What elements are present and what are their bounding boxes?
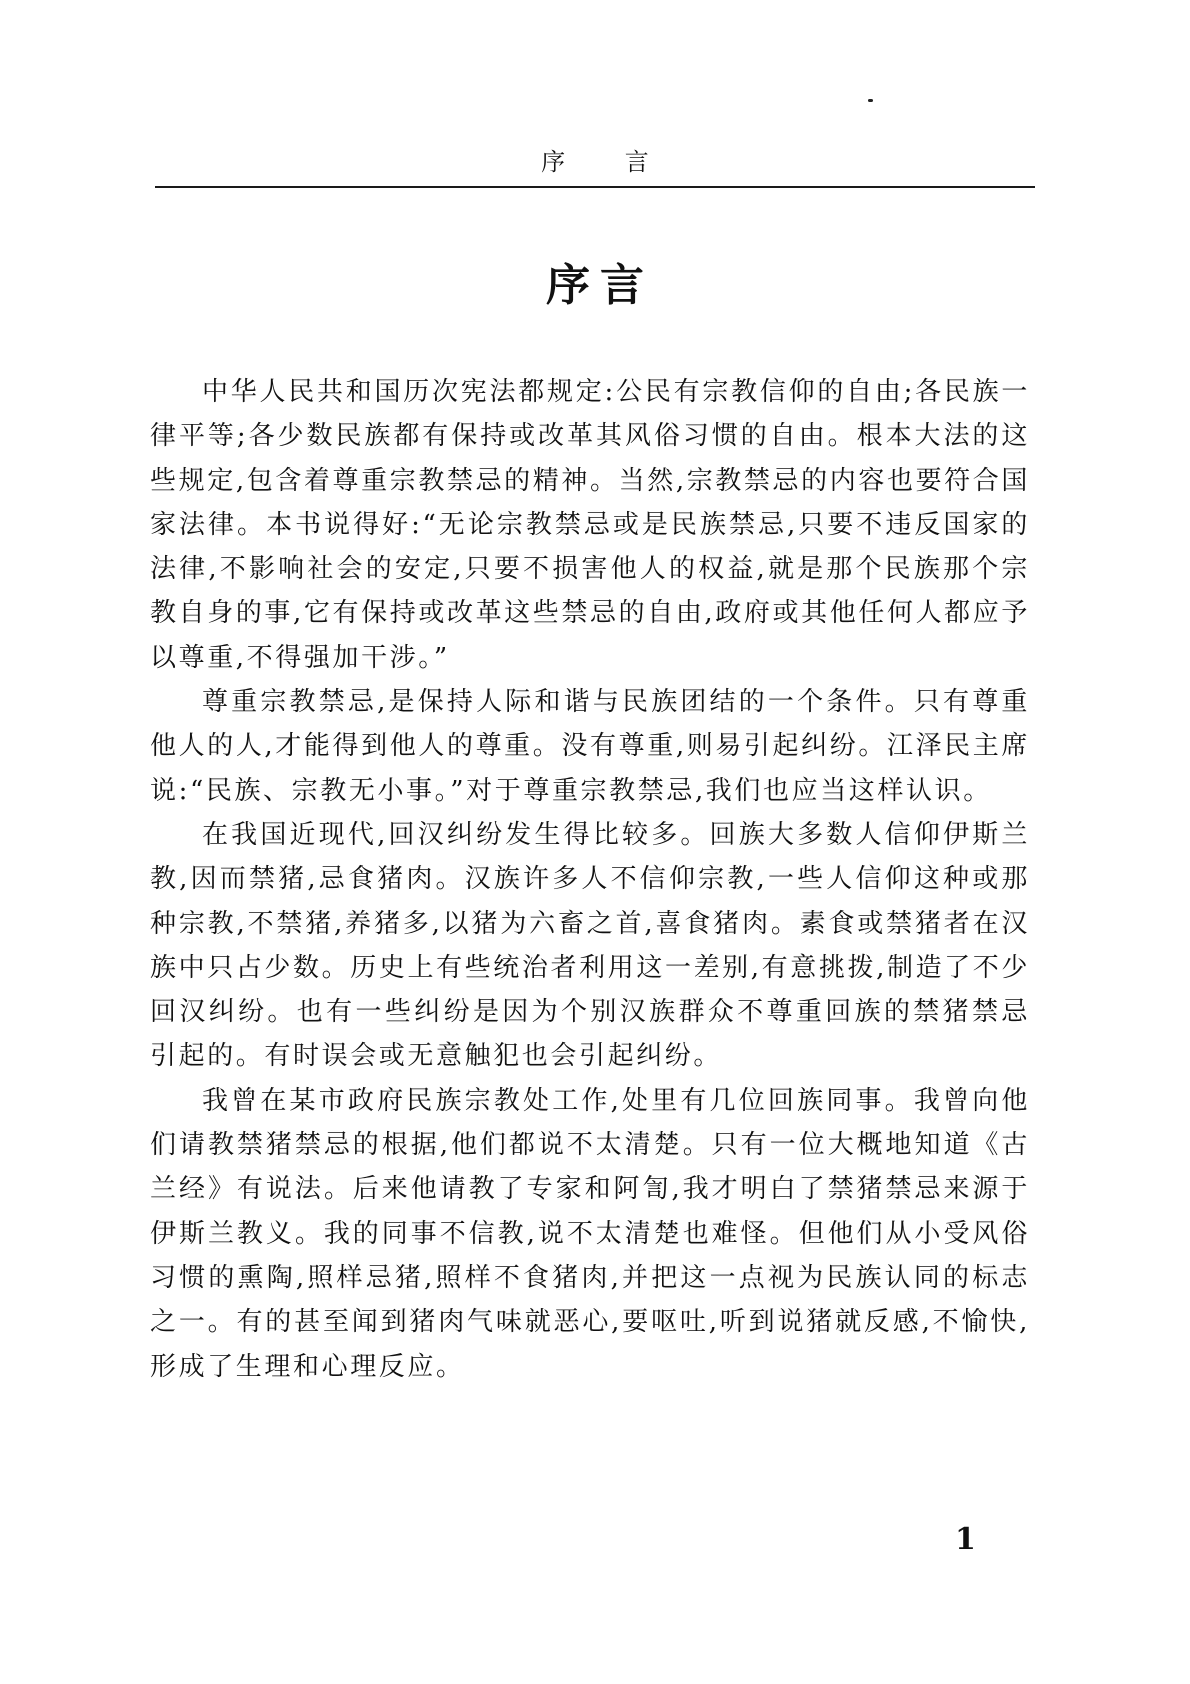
- header-rule: [155, 186, 1035, 188]
- paragraph-4: 我曾在某市政府民族宗教处工作,处里有几位回族同事。我曾向他们请教禁猪禁忌的根据,他们都说不太清楚。只有一位大概地知道《古兰经》有说法。后来他请教了专家和阿訇,我才明白了禁猪禁忌来源于伊斯兰教义。我的同事不信教,说不太清楚也难怪。但他们从小受风俗习惯的熏陶,照样忌猪,照样不食猪肉,并把这一点视为民族认同的标志之一。有的甚至闻到猪肉气味就恶心,要呕吐,听到说猪就反感,不愉快,形成了生理和心理反应。: [150, 1085, 1030, 1382]
- page-number: 1: [955, 1522, 976, 1557]
- running-header: 序 言: [541, 148, 675, 176]
- paragraph-2: 尊重宗教禁忌,是保持人际和谐与民族团结的一个条件。只有尊重他人的人,才能得到他人的尊重。没有尊重,则易引起纠纷。江泽民主席说:“民族、宗教无小事。”对于尊重宗教禁忌,我们也应当这样认识。: [150, 687, 1030, 806]
- paragraph-3: 在我国近现代,回汉纠纷发生得比较多。回族大多数人信仰伊斯兰教,因而禁猪,忌食猪肉。汉族许多人不信仰宗教,一些人信仰这种或那种宗教,不禁猪,养猪多,以猪为六畜之首,喜食猪肉。素食或禁猪者在汉族中只占少数。历史上有些统治者利用这一差别,有意挑拨,制造了不少回汉纠纷。也有一些纠纷是因为个别汉族群众不尊重回族的禁猪禁忌引起的。有时误会或无意触犯也会引起纠纷。: [150, 819, 1030, 1072]
- scan-speck: [868, 99, 873, 102]
- paragraph-1: 中华人民共和国历次宪法都规定:公民有宗教信仰的自由;各民族一律平等;各少数民族都有保持或改革其风俗习惯的自由。根本大法的这些规定,包含着尊重宗教禁忌的精神。当然,宗教禁忌的内容也要符合国家法律。本书说得好:“无论宗教禁忌或是民族禁忌,只要不违反国家的法律,不影响社会的安定,只要不损害他人的权益,就是那个民族那个宗教自身的事,它有保持或改革这些禁忌的自由,政府或其他任何人都应予以尊重,不得强加干涉。”: [150, 377, 1030, 673]
- body-text: [150, 370, 1030, 1389]
- chapter-title: 序言: [546, 260, 654, 311]
